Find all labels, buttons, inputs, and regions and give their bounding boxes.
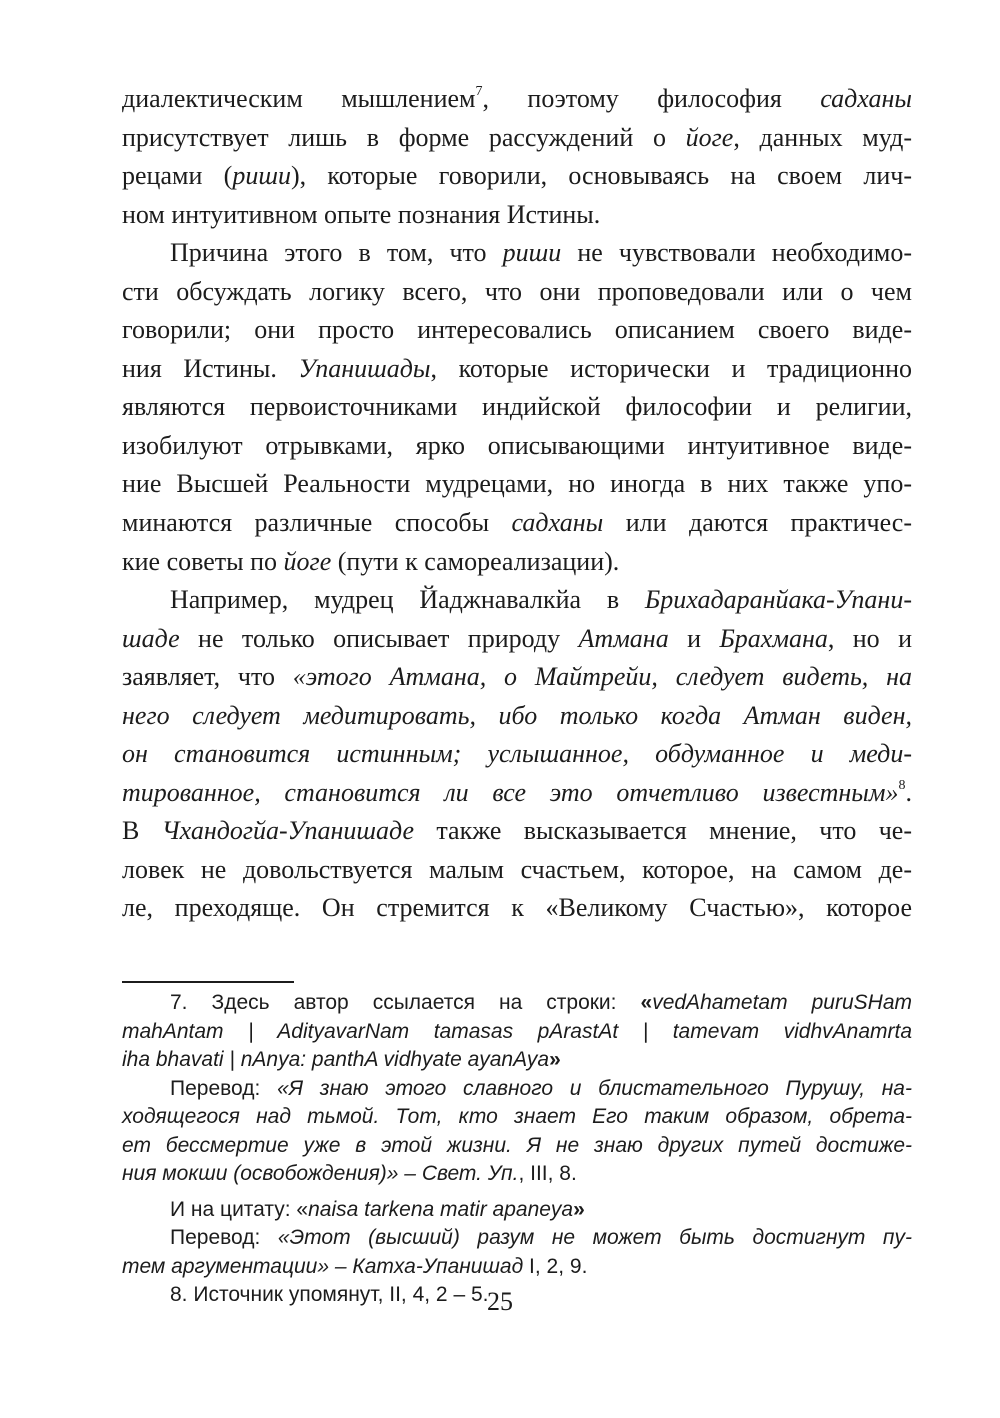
footnote-7-line: 7. Здесь автор ссылается на строки: «vedAhametam puruSHam <box>170 991 912 1014</box>
text-line: Причина этого в том, что риши не чувствовали необходимо- <box>170 238 913 268</box>
text-line: В Чхандогйа-Упанишаде также высказывается мнение, что че- <box>122 816 913 846</box>
footnote-8-line: 8. Источник упомянут, II, 4, 2 – 5. <box>170 1283 489 1306</box>
text-line: говорили; они просто интересовались описанием своего виде- <box>122 315 912 345</box>
text-line: кие советы по йоге (пути к самореализации). <box>122 546 620 576</box>
text-line: ние Высшей Реальности мудрецами, но иногда в них также упо- <box>122 469 912 499</box>
text-line: шаде не только описывает природу Атмана и Брахмана, но и <box>122 623 913 653</box>
text-line: Например, мудрец Йаджнавалкйа в Брихадаранйака-Упани- <box>170 585 912 615</box>
text-line: изобилуют отрывками, ярко описывающими интуитивное виде- <box>122 430 912 460</box>
footnotes <box>122 989 912 1310</box>
footnote-ref-8[interactable]: 8 <box>898 777 906 793</box>
page-number: 25 <box>487 1287 513 1316</box>
footnote-divider <box>122 981 294 983</box>
text-line: минаются различные способы садханы или даются практичес- <box>122 508 913 538</box>
translation-line: Перевод: «Этот (высший) разум не может быть достигнут пу- <box>170 1226 912 1249</box>
translation-line: ходящегося над тьмой. Тот, кто знает Его таким образом, обрета- <box>122 1105 912 1128</box>
text-line: являются первоисточниками индийской философии и религии, <box>122 392 912 422</box>
text-line: него следует медитировать, ибо только когда Атман виден, <box>122 700 912 730</box>
translation-line: Перевод: «Я знаю этого славного и блистательного Пурушу, на- <box>170 1076 912 1100</box>
footnote-ref-7[interactable]: 7 <box>475 84 483 99</box>
translation-line: тем аргументации» – Катха-Упанишад I, 2, 9. <box>122 1254 588 1278</box>
text-line: ния Истины. Упанишады, которые исторически и традиционно <box>122 353 913 383</box>
text-line: диалектическим мышлением$^7$, поэтому философия садханы <box>122 84 912 113</box>
text-line: заявляет, что «этого Атмана, о Майтрейи, следует видеть, на <box>122 662 912 692</box>
text-line: ловек не довольствуется малым счастьем, которое, на самом де- <box>122 854 912 884</box>
text-line: ле, преходяще. Он стремится к «Великому Счастью», которое <box>122 893 912 923</box>
main-text <box>122 80 912 928</box>
text-line: присутствует лишь в форме рассуждений о йоге, данных муд- <box>122 122 912 152</box>
citation-line: И на цитату: «naisa tarkena matir apaneya» <box>170 1197 585 1221</box>
text-line: сти обсуждать логику всего, что они проповедовали или о чем <box>122 276 912 306</box>
translation-line: ет бессмертие уже в этой жизни. Я не знаю других путей достиже- <box>122 1133 912 1157</box>
translation-line: ния мокши (освобождения)» – Свет. Уп., III, 8. <box>122 1162 577 1185</box>
footnote-7-line: iha bhavati | nAnya: panthA vidhyate ayanAya» <box>122 1048 561 1071</box>
text-line: рецами (риши), которые говорили, основываясь на своем лич- <box>122 161 912 191</box>
text-line: он становится истинным; услышанное, обдуманное и меди- <box>122 739 912 769</box>
text-line: тированное, становится ли все это отчетливо известным»$^8$. <box>122 777 912 807</box>
text-line: ном интуитивном опыте познания Истины. <box>122 199 601 229</box>
footnote-7-line: mahAntam | AdityavarNam tamasas pArastAt | tamevam vidhvAnamrta <box>122 1019 912 1043</box>
